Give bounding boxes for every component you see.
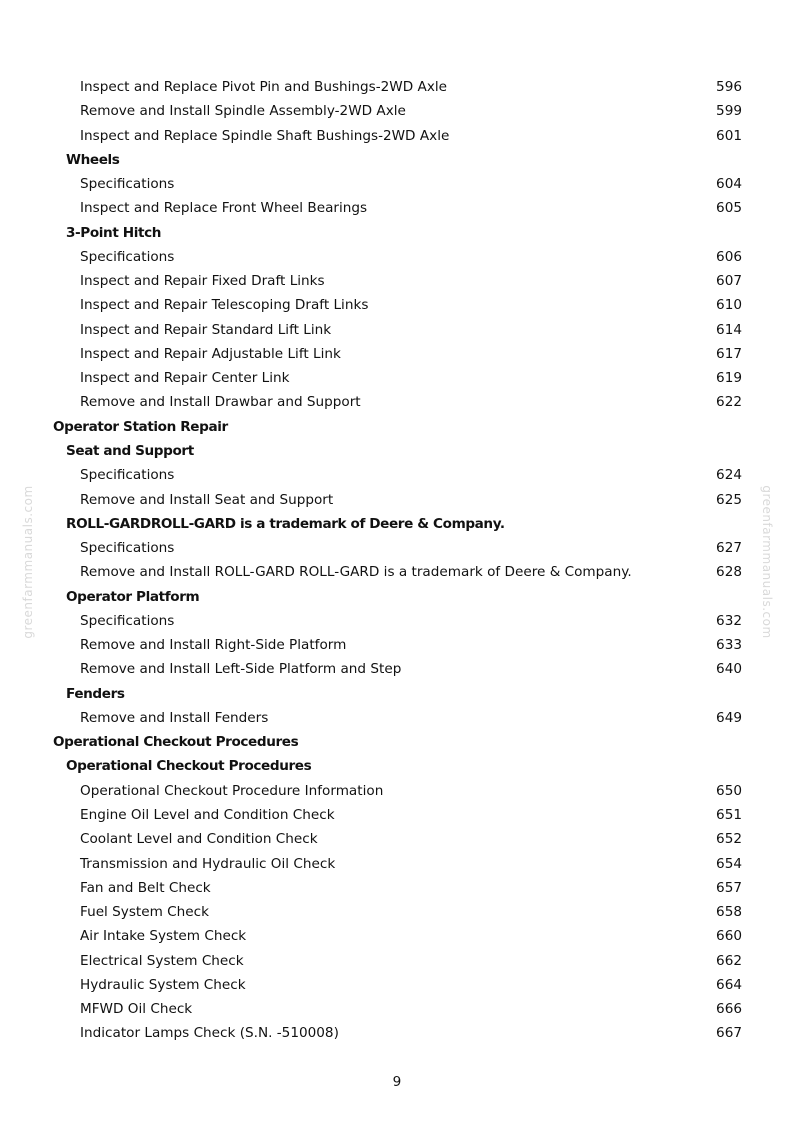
toc-entry-page-number: 651 [716, 806, 742, 823]
toc-entry-title: Inspect and Repair Fixed Draft Links [80, 273, 325, 290]
toc-entry-title: Operational Checkout Procedures [53, 734, 299, 751]
toc-entry-title: Fan and Belt Check [80, 879, 211, 896]
toc-entry[interactable] [0, 75, 794, 99]
toc-entry-page-number: 606 [716, 248, 742, 265]
toc-entry-title: Fenders [66, 685, 125, 702]
toc-entry-title: Inspect and Replace Front Wheel Bearings [80, 200, 368, 217]
page-number: 9 [392, 1074, 402, 1090]
toc-entry[interactable] [0, 366, 794, 390]
toc-entry[interactable] [0, 293, 794, 317]
toc-entry-title: Operator Platform [66, 588, 200, 605]
toc-entry[interactable] [0, 536, 794, 560]
toc-entry-page-number: 662 [716, 952, 742, 969]
toc-entry-title: Specifications [80, 540, 175, 557]
toc-entry-page-number: 654 [716, 855, 742, 872]
toc-entry-title: Remove and Install Seat and Support [80, 491, 334, 508]
toc-entry-page-number: 605 [716, 200, 742, 217]
toc-entry[interactable] [0, 973, 794, 997]
toc-subsection-heading[interactable] [0, 439, 794, 463]
toc-entry-title: Operational Checkout Procedures [66, 758, 312, 775]
watermark-left: greenfarmmanuals.com [21, 485, 35, 639]
toc-entry[interactable] [0, 997, 794, 1021]
toc-entry[interactable] [0, 463, 794, 487]
toc-entry-title: Wheels [66, 151, 120, 168]
toc-entry-page-number: 596 [716, 79, 742, 95]
toc-entry-title: MFWD Oil Check [80, 1001, 193, 1018]
toc-entry[interactable] [0, 633, 794, 657]
toc-entry-page-number: 660 [716, 928, 742, 945]
toc-entry-title: Specifications [80, 176, 175, 193]
toc-entry-title: Inspect and Replace Pivot Pin and Bushings-2WD Axle [80, 79, 448, 95]
toc-entry-title: Electrical System Check [80, 952, 244, 969]
toc-entry-page-number: 599 [716, 103, 742, 120]
toc-subsection-heading[interactable] [0, 754, 794, 778]
toc-entry-page-number: 610 [716, 297, 742, 314]
toc-entry-title: Inspect and Repair Telescoping Draft Links [80, 297, 369, 314]
toc-entry-title: Operational Checkout Procedure Information [80, 782, 384, 799]
toc-section-heading[interactable] [0, 730, 794, 754]
toc-entry[interactable] [0, 876, 794, 900]
toc-entry[interactable] [0, 852, 794, 876]
toc-entry-title: Remove and Install Drawbar and Support [80, 394, 361, 411]
toc-entry-page-number: 650 [716, 782, 742, 799]
toc-entry[interactable] [0, 779, 794, 803]
toc-entry-title: Remove and Install Spindle Assembly-2WD Axle [80, 103, 406, 120]
toc-section-heading[interactable] [0, 415, 794, 439]
toc-entry[interactable] [0, 390, 794, 414]
toc-subsection-heading[interactable] [0, 682, 794, 706]
toc-entry-page-number: 601 [716, 127, 742, 144]
toc-entry[interactable] [0, 318, 794, 342]
toc-entry-page-number: 625 [716, 491, 742, 508]
toc-entry-title: ROLL-GARDROLL-GARD is a trademark of Deere & Company. [66, 515, 505, 532]
toc-entry[interactable] [0, 342, 794, 366]
toc-entry-title: Coolant Level and Condition Check [80, 831, 318, 848]
toc-entry-page-number: 622 [716, 394, 742, 411]
toc-entry-title: Remove and Install Right-Side Platform [80, 637, 347, 654]
toc-entry[interactable] [0, 924, 794, 948]
table-of-contents [0, 75, 794, 1046]
toc-entry-page-number: 624 [716, 467, 742, 484]
toc-entry[interactable] [0, 245, 794, 269]
toc-entry[interactable] [0, 172, 794, 196]
toc-entry-title: Seat and Support [66, 442, 194, 459]
toc-entry-page-number: 664 [716, 976, 742, 993]
toc-entry-page-number: 607 [716, 273, 742, 290]
toc-subsection-heading[interactable] [0, 512, 794, 536]
toc-entry-title: Operator Station Repair [53, 418, 228, 435]
toc-entry-page-number: 617 [716, 345, 742, 362]
toc-entry-page-number: 604 [716, 176, 742, 193]
toc-entry-title: Remove and Install Left-Side Platform and Step [80, 661, 402, 678]
toc-entry-title: Remove and Install ROLL-GARD ROLL-GARD is a trademark of Deere & Company. [80, 564, 632, 581]
toc-entry-title: Transmission and Hydraulic Oil Check [80, 855, 336, 872]
toc-entry[interactable] [0, 1021, 794, 1045]
toc-entry-title: Engine Oil Level and Condition Check [80, 806, 335, 823]
toc-entry-title: 3-Point Hitch [66, 224, 162, 241]
toc-entry-page-number: 658 [716, 904, 742, 921]
toc-entry[interactable] [0, 124, 794, 148]
toc-entry-page-number: 628 [716, 564, 742, 581]
toc-entry[interactable] [0, 560, 794, 584]
toc-entry-title: Inspect and Repair Center Link [80, 370, 290, 387]
toc-entry-title: Specifications [80, 467, 175, 484]
toc-entry-page-number: 632 [716, 612, 742, 629]
toc-entry-title: Remove and Install Fenders [80, 709, 269, 726]
toc-entry[interactable] [0, 803, 794, 827]
toc-entry-page-number: 627 [716, 540, 742, 557]
toc-entry-title: Inspect and Repair Adjustable Lift Link [80, 345, 341, 362]
toc-entry-page-number: 640 [716, 661, 742, 678]
toc-entry-page-number: 666 [716, 1001, 742, 1018]
toc-entry-page-number: 652 [716, 831, 742, 848]
toc-entry-page-number: 614 [716, 321, 742, 338]
toc-entry[interactable] [0, 269, 794, 293]
toc-entry[interactable] [0, 827, 794, 851]
toc-entry-title: Air Intake System Check [80, 928, 247, 945]
toc-entry[interactable] [0, 706, 794, 730]
watermark-right: greenfarmmanuals.com [760, 485, 774, 639]
toc-entry-title: Specifications [80, 612, 175, 629]
toc-entry[interactable] [0, 657, 794, 681]
toc-entry-title: Inspect and Repair Standard Lift Link [80, 321, 332, 338]
toc-entry-title: Inspect and Replace Spindle Shaft Bushings-2WD Axle [80, 127, 450, 144]
toc-entry-page-number: 649 [716, 709, 742, 726]
toc-entry-title: Indicator Lamps Check (S.N. -510008) [80, 1025, 339, 1042]
toc-entry[interactable] [0, 900, 794, 924]
toc-entry-title: Specifications [80, 248, 175, 265]
toc-entry-title: Fuel System Check [80, 904, 209, 921]
toc-entry[interactable] [0, 488, 794, 512]
toc-entry[interactable] [0, 99, 794, 123]
toc-entry[interactable] [0, 949, 794, 973]
toc-entry-title: Hydraulic System Check [80, 976, 246, 993]
toc-subsection-heading[interactable] [0, 585, 794, 609]
toc-entry-page-number: 619 [716, 370, 742, 387]
toc-subsection-heading[interactable] [0, 221, 794, 245]
toc-subsection-heading[interactable] [0, 148, 794, 172]
toc-entry[interactable] [0, 609, 794, 633]
toc-entry-page-number: 633 [716, 637, 742, 654]
toc-entry-page-number: 667 [716, 1025, 742, 1042]
toc-entry[interactable] [0, 196, 794, 220]
toc-entry-page-number: 657 [716, 879, 742, 896]
